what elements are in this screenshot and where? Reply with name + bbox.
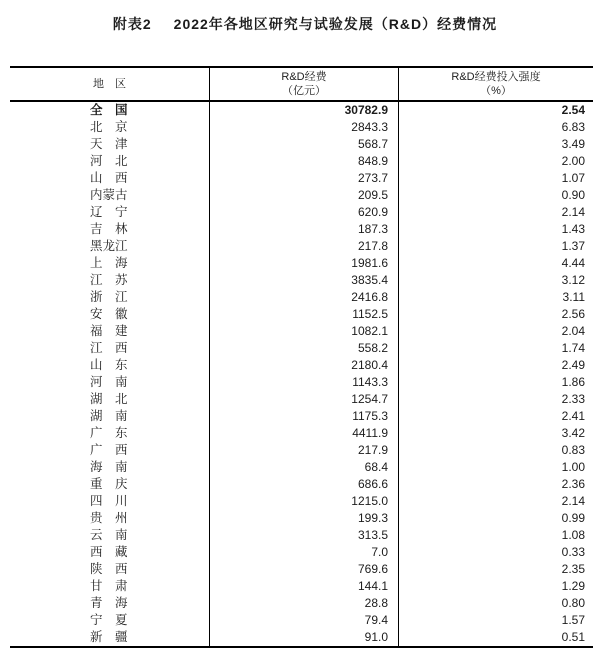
table-row xyxy=(10,459,593,476)
region-name: 四 川 xyxy=(90,494,128,508)
table-row xyxy=(10,629,593,646)
rd-intensity: 1.43 xyxy=(398,221,593,238)
rd-expenditure: 273.7 xyxy=(209,170,398,187)
table-row xyxy=(10,408,593,425)
region-name: 山 东 xyxy=(90,358,128,372)
table-row xyxy=(10,578,593,595)
rd-intensity: 0.90 xyxy=(398,187,593,204)
rd-expenditure: 3835.4 xyxy=(209,272,398,289)
region-name: 内蒙古 xyxy=(90,188,128,202)
rd-intensity: 1.57 xyxy=(398,612,593,629)
rd-intensity: 1.29 xyxy=(398,578,593,595)
rd-intensity: 1.08 xyxy=(398,527,593,544)
table-row xyxy=(10,544,593,561)
rd-intensity: 2.56 xyxy=(398,306,593,323)
table-row xyxy=(10,102,593,119)
table-row xyxy=(10,493,593,510)
rd-intensity: 2.00 xyxy=(398,153,593,170)
region-name: 上 海 xyxy=(90,256,128,270)
rd-intensity: 0.33 xyxy=(398,544,593,561)
rd-expenditure: 91.0 xyxy=(209,629,398,646)
rd-intensity: 2.04 xyxy=(398,323,593,340)
table-row xyxy=(10,510,593,527)
rd-expenditure: 2416.8 xyxy=(209,289,398,306)
rd-intensity: 3.12 xyxy=(398,272,593,289)
region-name: 山 西 xyxy=(90,171,128,185)
rd-intensity: 0.99 xyxy=(398,510,593,527)
table-row xyxy=(10,323,593,340)
table-row xyxy=(10,527,593,544)
column-header-region xyxy=(10,68,209,100)
region-name: 江 西 xyxy=(90,341,128,355)
region-name: 宁 夏 xyxy=(90,613,128,627)
rd-intensity: 3.42 xyxy=(398,425,593,442)
region-name: 贵 州 xyxy=(90,511,128,525)
region-name: 湖 北 xyxy=(90,392,128,406)
column-header-intensity-line2: （%） xyxy=(480,85,512,97)
region-name: 新 疆 xyxy=(90,630,128,644)
table-row xyxy=(10,476,593,493)
region-name: 江 苏 xyxy=(90,273,128,287)
rd-intensity: 1.07 xyxy=(398,170,593,187)
rd-expenditure: 1175.3 xyxy=(209,408,398,425)
region-name: 重 庆 xyxy=(90,477,128,491)
region-name: 广 东 xyxy=(90,426,128,440)
rd-expenditure: 313.5 xyxy=(209,527,398,544)
rd-expenditure: 187.3 xyxy=(209,221,398,238)
table-row xyxy=(10,119,593,136)
rd-intensity: 1.74 xyxy=(398,340,593,357)
rd-expenditure: 769.6 xyxy=(209,561,398,578)
rd-expenditure: 1082.1 xyxy=(209,323,398,340)
table-row xyxy=(10,612,593,629)
rd-intensity: 3.11 xyxy=(398,289,593,306)
rd-intensity: 2.14 xyxy=(398,204,593,221)
rd-intensity: 6.83 xyxy=(398,119,593,136)
table-row xyxy=(10,340,593,357)
table-row xyxy=(10,289,593,306)
rd-expenditure: 217.8 xyxy=(209,238,398,255)
table-row xyxy=(10,272,593,289)
rd-expenditure: 1215.0 xyxy=(209,493,398,510)
region-name: 辽 宁 xyxy=(90,205,128,219)
rd-intensity: 2.54 xyxy=(398,102,593,119)
rd-expenditure: 2843.3 xyxy=(209,119,398,136)
rd-expenditure: 68.4 xyxy=(209,459,398,476)
rd-expenditure: 7.0 xyxy=(209,544,398,561)
rd-expenditure: 686.6 xyxy=(209,476,398,493)
column-header-region-label: 地 区 xyxy=(93,78,126,90)
region-name: 吉 林 xyxy=(90,222,128,236)
column-header-expenditure-line1: R&D经费 xyxy=(281,71,327,83)
rd-intensity: 2.33 xyxy=(398,391,593,408)
column-header-expenditure xyxy=(209,68,398,100)
rd-expenditure: 217.9 xyxy=(209,442,398,459)
rd-expenditure: 620.9 xyxy=(209,204,398,221)
region-name: 陕 西 xyxy=(90,562,128,576)
rd-intensity: 2.14 xyxy=(398,493,593,510)
rd-intensity: 1.86 xyxy=(398,374,593,391)
table-row xyxy=(10,442,593,459)
region-name: 广 西 xyxy=(90,443,128,457)
region-name: 安 徽 xyxy=(90,307,128,321)
rd-expenditure: 30782.9 xyxy=(209,102,398,119)
rd-intensity: 2.36 xyxy=(398,476,593,493)
rd-intensity: 2.35 xyxy=(398,561,593,578)
region-name: 甘 肃 xyxy=(90,579,128,593)
rd-expenditure: 28.8 xyxy=(209,595,398,612)
table-body xyxy=(10,102,593,646)
rd-expenditure: 79.4 xyxy=(209,612,398,629)
rd-intensity: 0.51 xyxy=(398,629,593,646)
rd-expenditure-table xyxy=(10,66,593,648)
region-name: 全 国 xyxy=(90,103,128,117)
table-row xyxy=(10,425,593,442)
region-name: 北 京 xyxy=(90,120,128,134)
rd-intensity: 2.41 xyxy=(398,408,593,425)
table-row xyxy=(10,187,593,204)
table-row xyxy=(10,204,593,221)
table-row xyxy=(10,153,593,170)
table-row xyxy=(10,170,593,187)
region-name: 海 南 xyxy=(90,460,128,474)
rd-intensity: 0.83 xyxy=(398,442,593,459)
rd-expenditure: 144.1 xyxy=(209,578,398,595)
column-header-intensity xyxy=(398,68,593,100)
page-title xyxy=(0,14,610,34)
table-row xyxy=(10,238,593,255)
rd-expenditure: 209.5 xyxy=(209,187,398,204)
rd-intensity: 1.00 xyxy=(398,459,593,476)
rd-expenditure: 2180.4 xyxy=(209,357,398,374)
rd-expenditure: 848.9 xyxy=(209,153,398,170)
table-row xyxy=(10,391,593,408)
rd-expenditure: 1254.7 xyxy=(209,391,398,408)
table-row xyxy=(10,306,593,323)
region-name: 青 海 xyxy=(90,596,128,610)
rd-intensity: 0.80 xyxy=(398,595,593,612)
rd-expenditure: 558.2 xyxy=(209,340,398,357)
region-name: 西 藏 xyxy=(90,545,128,559)
column-header-expenditure-line2: （亿元） xyxy=(282,85,326,97)
rd-expenditure: 1981.6 xyxy=(209,255,398,272)
region-name: 黑龙江 xyxy=(90,239,128,253)
region-name: 浙 江 xyxy=(90,290,128,304)
table-row xyxy=(10,374,593,391)
region-name: 河 北 xyxy=(90,154,128,168)
table-row xyxy=(10,595,593,612)
title-main: 2022年各地区研究与试验发展（R&D）经费情况 xyxy=(173,16,498,32)
table-row xyxy=(10,136,593,153)
column-header-intensity-line1: R&D经费投入强度 xyxy=(451,71,541,83)
rd-expenditure: 199.3 xyxy=(209,510,398,527)
rd-expenditure: 568.7 xyxy=(209,136,398,153)
region-name: 云 南 xyxy=(90,528,128,542)
table-row xyxy=(10,561,593,578)
region-name: 河 南 xyxy=(90,375,128,389)
rd-expenditure: 1152.5 xyxy=(209,306,398,323)
rd-intensity: 4.44 xyxy=(398,255,593,272)
region-name: 湖 南 xyxy=(90,409,128,423)
table-header-row xyxy=(10,68,593,102)
title-prefix: 附表2 xyxy=(112,16,152,32)
rd-intensity: 3.49 xyxy=(398,136,593,153)
rd-intensity: 2.49 xyxy=(398,357,593,374)
table-row xyxy=(10,357,593,374)
region-name: 福 建 xyxy=(90,324,128,338)
rd-intensity: 1.37 xyxy=(398,238,593,255)
rd-expenditure: 1143.3 xyxy=(209,374,398,391)
table-row xyxy=(10,221,593,238)
rd-expenditure: 4411.9 xyxy=(209,425,398,442)
region-name: 天 津 xyxy=(90,137,128,151)
table-row xyxy=(10,255,593,272)
